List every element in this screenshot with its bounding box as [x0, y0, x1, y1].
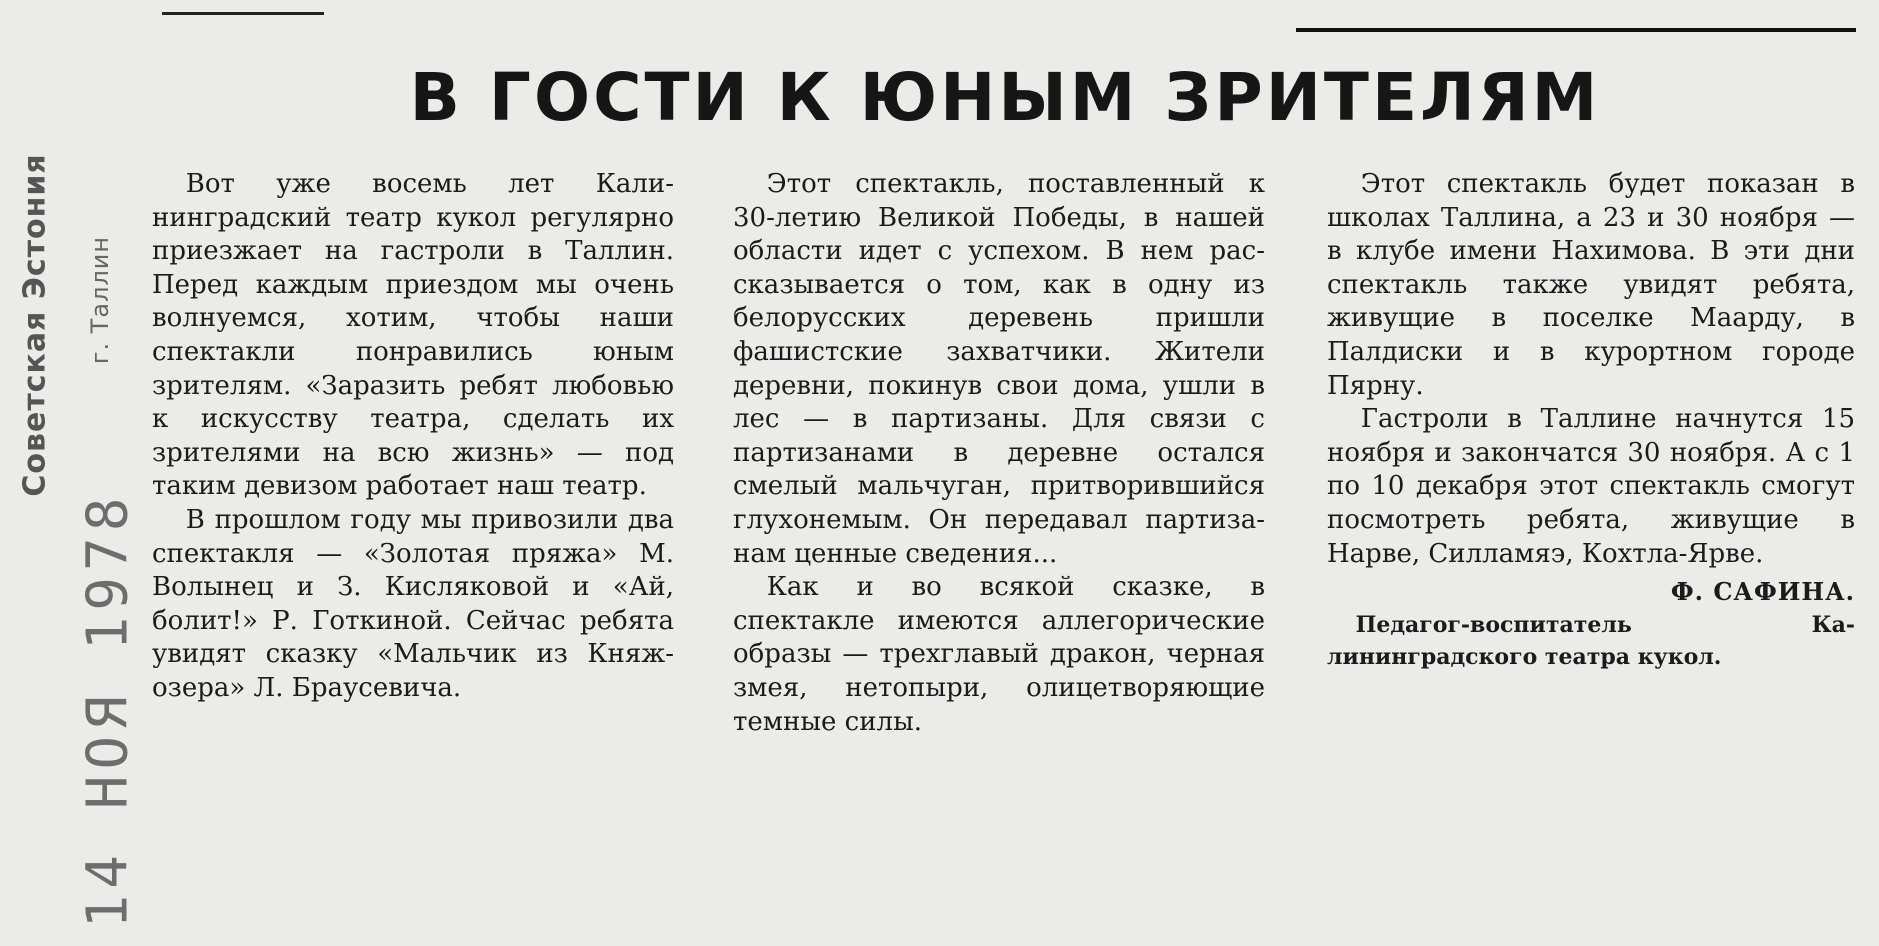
top-rule-left: [162, 12, 324, 15]
top-rule-right: [1296, 28, 1856, 32]
article-column-1: [152, 168, 674, 706]
paragraph: Вот уже восемь лет Калининградский театр кукол регулярно приезжает на гастроли в Таллин. Перед каждым приездом мы очень волнуемся, хотим, чтобы наши спектакли понравились юным зрителям. «Заразить ребят любовью к искусству театра, сделать их зрителями на всю жизнь» — под таким девизом работает наш театр.: [152, 169, 674, 502]
article-headline: В ГОСТИ К ЮНЫМ ЗРИТЕЛЯМ: [409, 59, 1601, 136]
source-stamp-text: Советская Эстония: [17, 153, 53, 497]
city-stamp-text: г. Таллин: [86, 235, 114, 365]
source-stamp: [17, 90, 53, 560]
city-stamp: [88, 200, 112, 400]
paragraph: Гастроли в Таллине начнутся 15 ноября и закончатся 30 ноября. А с 1 по 10 декабря этот спектакль смогут посмотреть ребята, живущие в Нарве, Силламяэ, Кохтла-Ярве.: [1327, 404, 1855, 569]
article-column-2: [733, 168, 1265, 739]
author-signature: Ф. САФИНА.: [1670, 577, 1855, 607]
paragraph: Этот спектакль будет показан в школах Таллина, а 23 и 30 ноября — в клубе имени Нахимова. В эти дни спектакль также увидят ребята, живущие в поселке Маарду, в Палдиски и в курортном городе Пярну.: [1327, 169, 1855, 401]
author-role: Педагог-воспитатель Калининградского театра кукол.: [1327, 611, 1855, 670]
paragraph: В прошлом году мы привозили два спектакля — «Золотая пряжа» М. Волынец и З. Кисляковой и «Ай, болит!» Р. Готкиной. Сейчас ребята увидят сказку «Мальчик из Княж-озера» Л. Браусевича.: [152, 504, 674, 703]
article-column-3: [1327, 168, 1855, 673]
paragraph: Этот спектакль, поставленный к 30-летию Великой Победы, в нашей области идет с успехом. В нем рассказывается о том, как в одну из белорусских деревень пришли фашистские захватчики. Жители деревни, покинув свои дома, ушли в лес — в партизаны. Для связи с партизанами в деревне остался смелый мальчуган, притворившийся глухонемым. Он передавал партизанам ценные сведения...: [733, 169, 1265, 569]
paragraph: Как и во всякой сказке, в спектакле имеются аллегорические образы — трехглавый дракон, черная змея, нетопыри, олицетворяющие темные силы.: [733, 572, 1265, 737]
date-stamp: [75, 491, 141, 929]
date-stamp-text: 14 НОЯ 1978: [75, 491, 141, 929]
